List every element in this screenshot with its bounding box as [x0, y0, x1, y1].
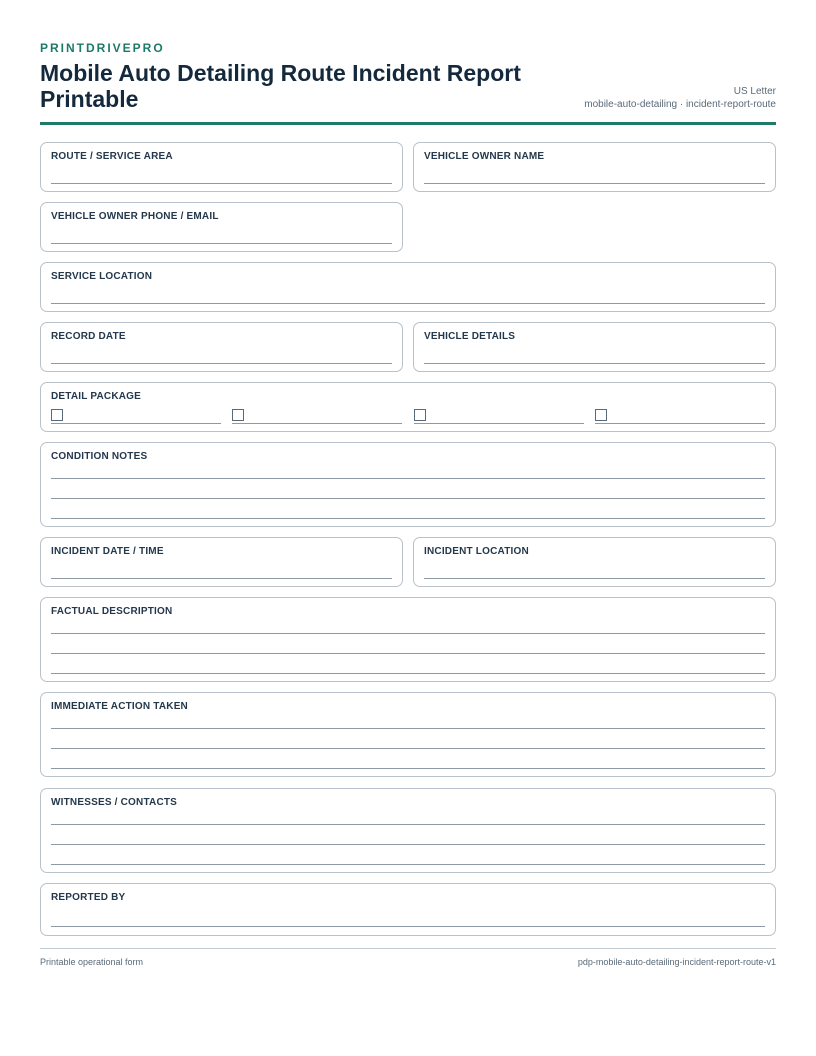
vehicle-owner-name-label: VEHICLE OWNER NAME [424, 151, 545, 162]
document-meta [584, 85, 776, 111]
checkbox-2[interactable] [232, 409, 244, 421]
detail-package-option-2[interactable] [232, 408, 402, 424]
route-service-area-label: ROUTE / SERVICE AREA [51, 151, 173, 162]
footer-form-id: pdp-mobile-auto-detailing-incident-report-route-v1 [577, 957, 776, 967]
condition-notes-label: CONDITION NOTES [51, 451, 148, 462]
factual-description-line-3[interactable] [51, 673, 765, 674]
incident-location-field[interactable] [413, 537, 776, 587]
vehicle-owner-name-field[interactable] [413, 142, 776, 192]
checkbox-3[interactable] [414, 409, 426, 421]
witnesses-contacts-label: WITNESSES / CONTACTS [51, 797, 178, 808]
witnesses-contacts-line-1[interactable] [51, 824, 765, 825]
vehicle-owner-name-line[interactable] [424, 183, 765, 184]
condition-notes-line-3[interactable] [51, 518, 765, 519]
brand-name: PRINTDRIVEPRO [40, 41, 165, 55]
reported-by-line[interactable] [51, 926, 765, 927]
option-2-line[interactable] [232, 423, 402, 424]
factual-description-label: FACTUAL DESCRIPTION [51, 606, 173, 617]
vehicle-details-label: VEHICLE DETAILS [424, 331, 516, 342]
record-date-field[interactable] [40, 322, 403, 372]
immediate-action-line-2[interactable] [51, 748, 765, 749]
checkbox-4[interactable] [595, 409, 607, 421]
option-3-line[interactable] [414, 423, 584, 424]
route-service-area-field[interactable] [40, 142, 403, 192]
option-4-line[interactable] [595, 423, 765, 424]
incident-location-line[interactable] [424, 578, 765, 579]
vehicle-owner-contact-field[interactable] [40, 202, 403, 252]
witnesses-contacts-line-3[interactable] [51, 864, 765, 865]
paper-size: US Letter [733, 86, 776, 97]
reported-by-label: REPORTED BY [51, 892, 126, 903]
option-1-line[interactable] [51, 423, 221, 424]
immediate-action-label: IMMEDIATE ACTION TAKEN [51, 701, 188, 712]
service-location-label: SERVICE LOCATION [51, 271, 153, 282]
condition-notes-line-2[interactable] [51, 498, 765, 499]
vehicle-owner-contact-label: VEHICLE OWNER PHONE / EMAIL [51, 211, 219, 222]
immediate-action-line-1[interactable] [51, 728, 765, 729]
incident-date-time-line[interactable] [51, 578, 392, 579]
immediate-action-line-3[interactable] [51, 768, 765, 769]
vehicle-owner-contact-line[interactable] [51, 243, 392, 244]
vehicle-details-line[interactable] [424, 363, 765, 364]
detail-package-option-3[interactable] [414, 408, 584, 424]
condition-notes-field[interactable] [40, 442, 776, 527]
incident-date-time-field[interactable] [40, 537, 403, 587]
footer-left-text: Printable operational form [40, 957, 144, 967]
service-location-field[interactable] [40, 262, 776, 312]
record-date-line[interactable] [51, 363, 392, 364]
condition-notes-line-1[interactable] [51, 478, 765, 479]
detail-package-label: DETAIL PACKAGE [51, 391, 142, 402]
witnesses-contacts-field[interactable] [40, 788, 776, 873]
service-location-line[interactable] [51, 303, 765, 304]
detail-package-option-4[interactable] [595, 408, 765, 424]
incident-date-time-label: INCIDENT DATE / TIME [51, 546, 164, 557]
immediate-action-field[interactable] [40, 692, 776, 777]
factual-description-field[interactable] [40, 597, 776, 682]
factual-description-line-2[interactable] [51, 653, 765, 654]
witnesses-contacts-line-2[interactable] [51, 844, 765, 845]
vehicle-details-field[interactable] [413, 322, 776, 372]
detail-package-field [40, 382, 776, 432]
factual-description-line-1[interactable] [51, 633, 765, 634]
page-title: Mobile Auto Detailing Route Incident Report Printable [40, 60, 521, 112]
reported-by-field[interactable] [40, 883, 776, 936]
incident-location-label: INCIDENT LOCATION [424, 546, 529, 557]
footer-divider [40, 948, 776, 949]
record-date-label: RECORD DATE [51, 331, 126, 342]
route-service-area-line[interactable] [51, 183, 392, 184]
header-divider [40, 122, 776, 125]
document-tags: mobile-auto-detailing · incident-report-route [584, 99, 776, 110]
checkbox-1[interactable] [51, 409, 63, 421]
detail-package-option-1[interactable] [51, 408, 221, 424]
